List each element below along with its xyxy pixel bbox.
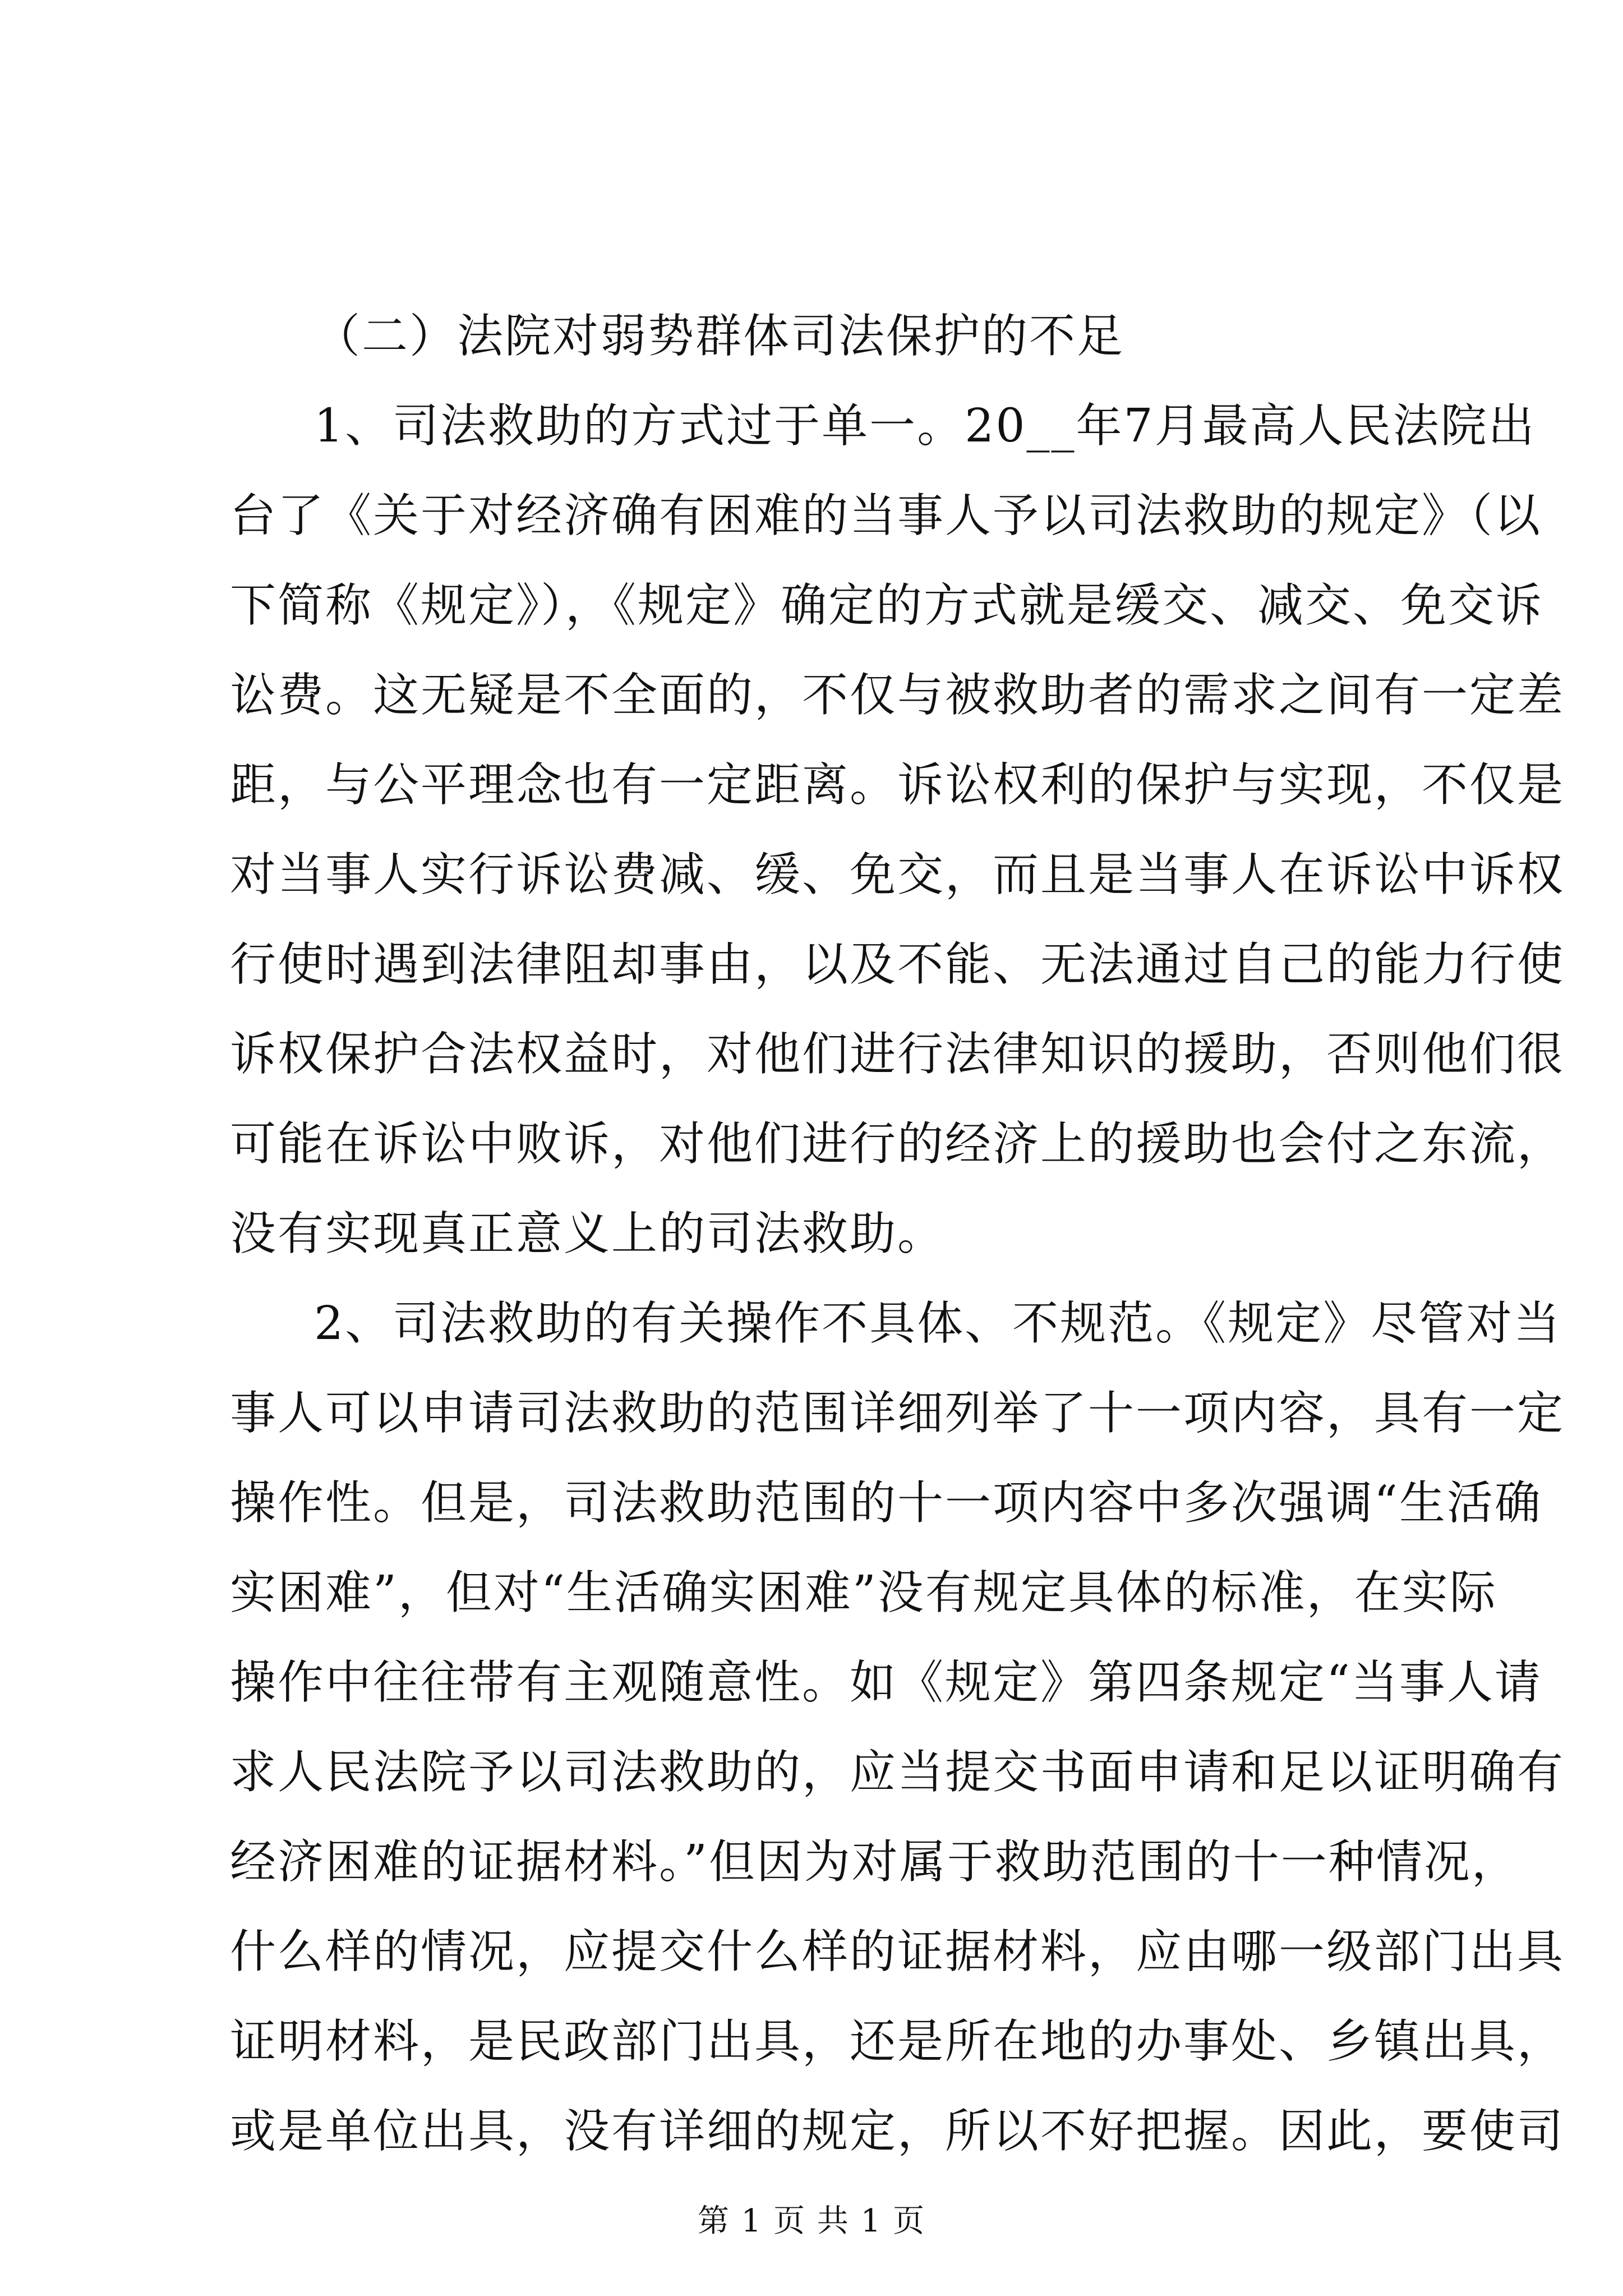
paragraph-line: 诉权保护合法权益时，对他们进行法律知识的援助，否则他们很 <box>230 1028 1565 1081</box>
paragraph-line: 操作中往往带有主观随意性。如《规定》第四条规定“当事人请 <box>230 1656 1542 1709</box>
paragraph-line: 求人民法院予以司法救助的，应当提交书面申请和足以证明确有 <box>230 1746 1565 1799</box>
paragraph-line: 下简称《规定》），《规定》确定的方式就是缓交、减交、免交诉 <box>230 579 1544 632</box>
page-footer: 第 1 页 共 1 页 <box>697 2203 926 2239</box>
paragraph-line: 行使时遇到法律阻却事由，以及不能、无法通过自己的能力行使 <box>230 938 1565 991</box>
paragraph-line: 2、司法救助的有关操作不具体、不规范。《规定》尽管对当 <box>314 1297 1562 1350</box>
paragraph-line: 距，与公平理念也有一定距离。诉讼权利的保护与实现，不仅是 <box>230 758 1565 812</box>
paragraph-line: 证明材料，是民政部门出具，还是所在地的办事处、乡镇出具， <box>230 2015 1565 2068</box>
paragraph-line: 什么样的情况，应提交什么样的证据材料，应由哪一级部门出具 <box>230 1925 1565 1978</box>
paragraph-line: 经济困难的证据材料。”但因为对属于救助范围的十一种情况， <box>230 1835 1519 1889</box>
paragraph-line: 操作性。但是，司法救助范围的十一项内容中多次强调“生活确 <box>230 1476 1542 1530</box>
paragraph-line: 可能在诉讼中败诉，对他们进行的经济上的援助也会付之东流， <box>230 1117 1565 1171</box>
paragraph-line: 讼费。这无疑是不全面的，不仅与被救助者的需求之间有一定差 <box>230 669 1565 722</box>
section-heading: （二）法院对弱势群体司法保护的不足 <box>314 310 1125 363</box>
paragraph-line: 1、司法救助的方式过于单一。20__年7月最高人民法院出 <box>314 399 1536 453</box>
paragraph-line: 事人可以申请司法救助的范围详细列举了十一项内容，具有一定 <box>230 1387 1565 1440</box>
paragraph-line: 实困难”，但对“生活确实困难”没有规定具体的标准，在实际 <box>230 1566 1497 1619</box>
paragraph-line: 没有实现真正意义上的司法救助。 <box>230 1207 946 1260</box>
paragraph-line: 或是单位出具，没有详细的规定，所以不好把握。因此，要使司 <box>230 2105 1565 2158</box>
paragraph-line: 对当事人实行诉讼费减、缓、免交，而且是当事人在诉讼中诉权 <box>230 848 1565 901</box>
paragraph-line: 台了《关于对经济确有困难的当事人予以司法救助的规定》（以 <box>230 489 1542 542</box>
